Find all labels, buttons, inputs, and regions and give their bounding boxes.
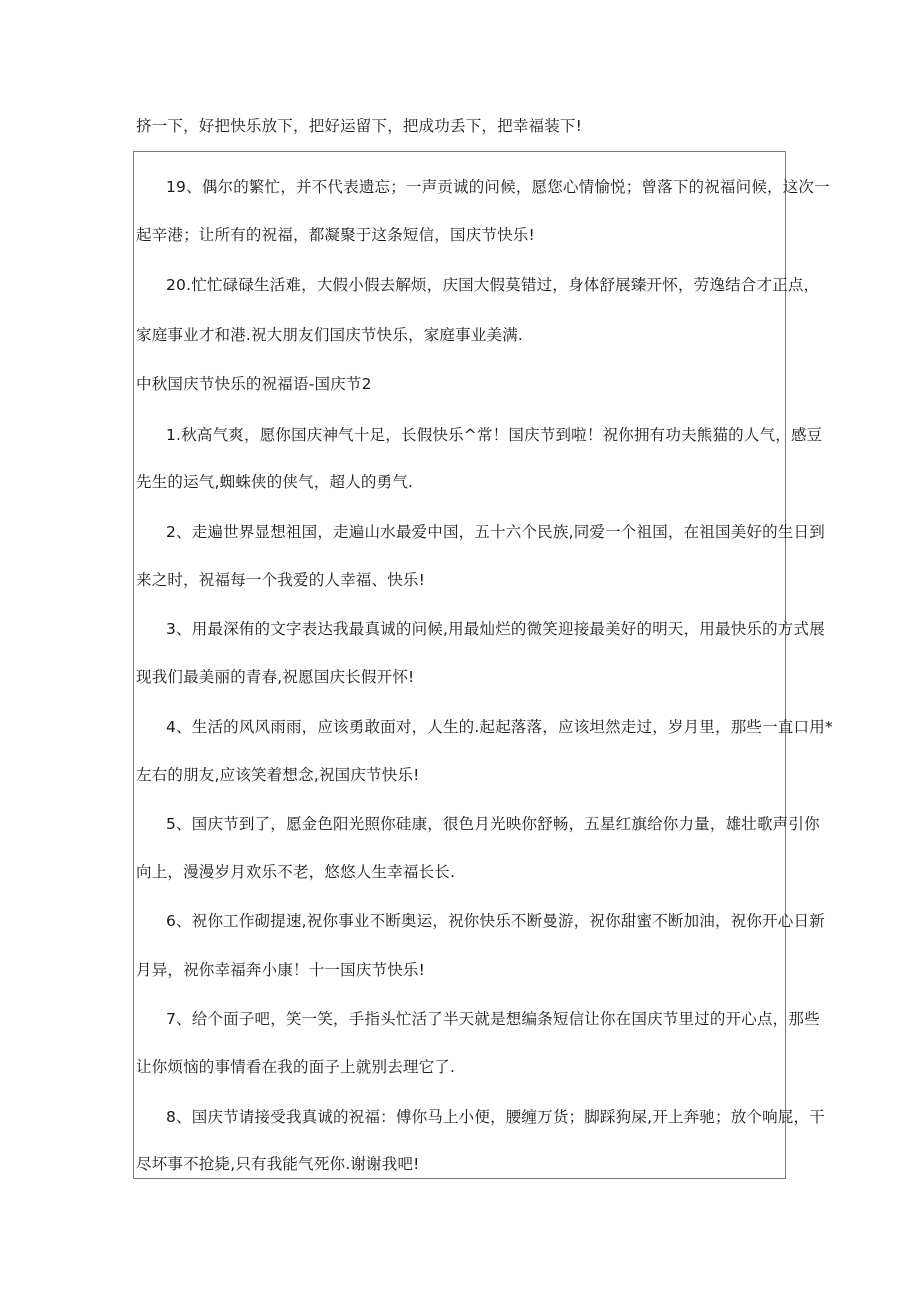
item-4-line-2: 左右的朋友,应该笑着想念,祝国庆节快乐! [136, 766, 420, 784]
top-text-line: 挤一下，好把快乐放下，把好运留下，把成功丢下，把幸福装下! [136, 117, 583, 135]
item-1-line-2: 先生的运气,蜘蛛侠的侠气，超人的勇气. [136, 473, 414, 491]
item-6-line-1: 6、祝你工作砌提速,祝你事业不断奥运，祝你快乐不断曼游，祝你甜蜜不断加油，祝你开心日新 [166, 912, 825, 930]
item-7-line-2: 让你烦恼的事情看在我的面子上就别去理它了. [136, 1058, 456, 1076]
item-6-line-2: 月异，祝你幸福奔小康！十一国庆节快乐! [136, 961, 426, 979]
item-2-line-2: 来之时，祝福每一个我爱的人幸福、快乐! [136, 571, 426, 589]
item-8-line-2: 尽坏事不抢毙,只有我能气死你.谢谢我吧! [136, 1155, 420, 1173]
item-3-line-2: 现我们最美丽的青春,祝愿国庆长假开怀! [136, 668, 415, 686]
item-3-line-1: 3、用最深侑的文字表达我最真诚的问候,用最灿烂的微笑迎接最美好的明天，用最快乐的方式展 [166, 620, 825, 638]
item-20-line-2: 家庭事业才和港.祝大朋友们国庆节快乐，家庭事业美满. [136, 326, 524, 344]
item-19-line-1: 19、偶尔的繁忙，并不代表遗忘；一声贡诚的问候，愿您心情愉悦；曾落下的祝福问候，这次一 [166, 178, 830, 196]
item-5-line-2: 向上，漫漫岁月欢乐不老，悠悠人生幸福长长. [136, 863, 456, 881]
item-5-line-1: 5、国庆节到了，愿金色阳光照你硅康，很色月光映你舒畅，五星红旗给你力量，雄壮歌声引你 [166, 815, 820, 833]
item-20-line-1: 20.忙忙碌碌生活难，大假小假去解烦，庆国大假莫错过，身体舒展臻开怀，劳逸结合才正点， [166, 276, 820, 294]
item-4-line-1: 4、生活的风风雨雨，应该勇敢面对，人生的.起起落落，应该坦然走过，岁月里，那些一直口用* [166, 718, 833, 736]
item-2-line-1: 2、走遍世界显想祖国，走遍山水最爱中国，五十六个民族,同爱一个祖国，在祖国美好的生日到 [166, 523, 825, 541]
content-box [133, 151, 833, 1179]
section-heading: 中秋国庆节快乐的祝福语-国庆节2 [136, 375, 372, 393]
item-7-line-1: 7、给个面子吧，笑一笑，手指头忙活了半天就是想编条短信让你在国庆节里过的开心点，那些 [166, 1010, 820, 1028]
item-1-line-1: 1.秋高气爽，愿你国庆神气十足，长假快乐^常！国庆节到啦！祝你拥有功夫熊猫的人气，感豆 [166, 426, 823, 444]
item-8-line-1: 8、国庆节请接受我真诚的祝福：傅你马上小便，腰缠万货；脚踩狗屎,开上奔驰；放个响屁，干 [166, 1108, 825, 1126]
item-19-line-2: 起辛港；让所有的祝福，都凝聚于这条短信，国庆节快乐! [136, 226, 535, 244]
